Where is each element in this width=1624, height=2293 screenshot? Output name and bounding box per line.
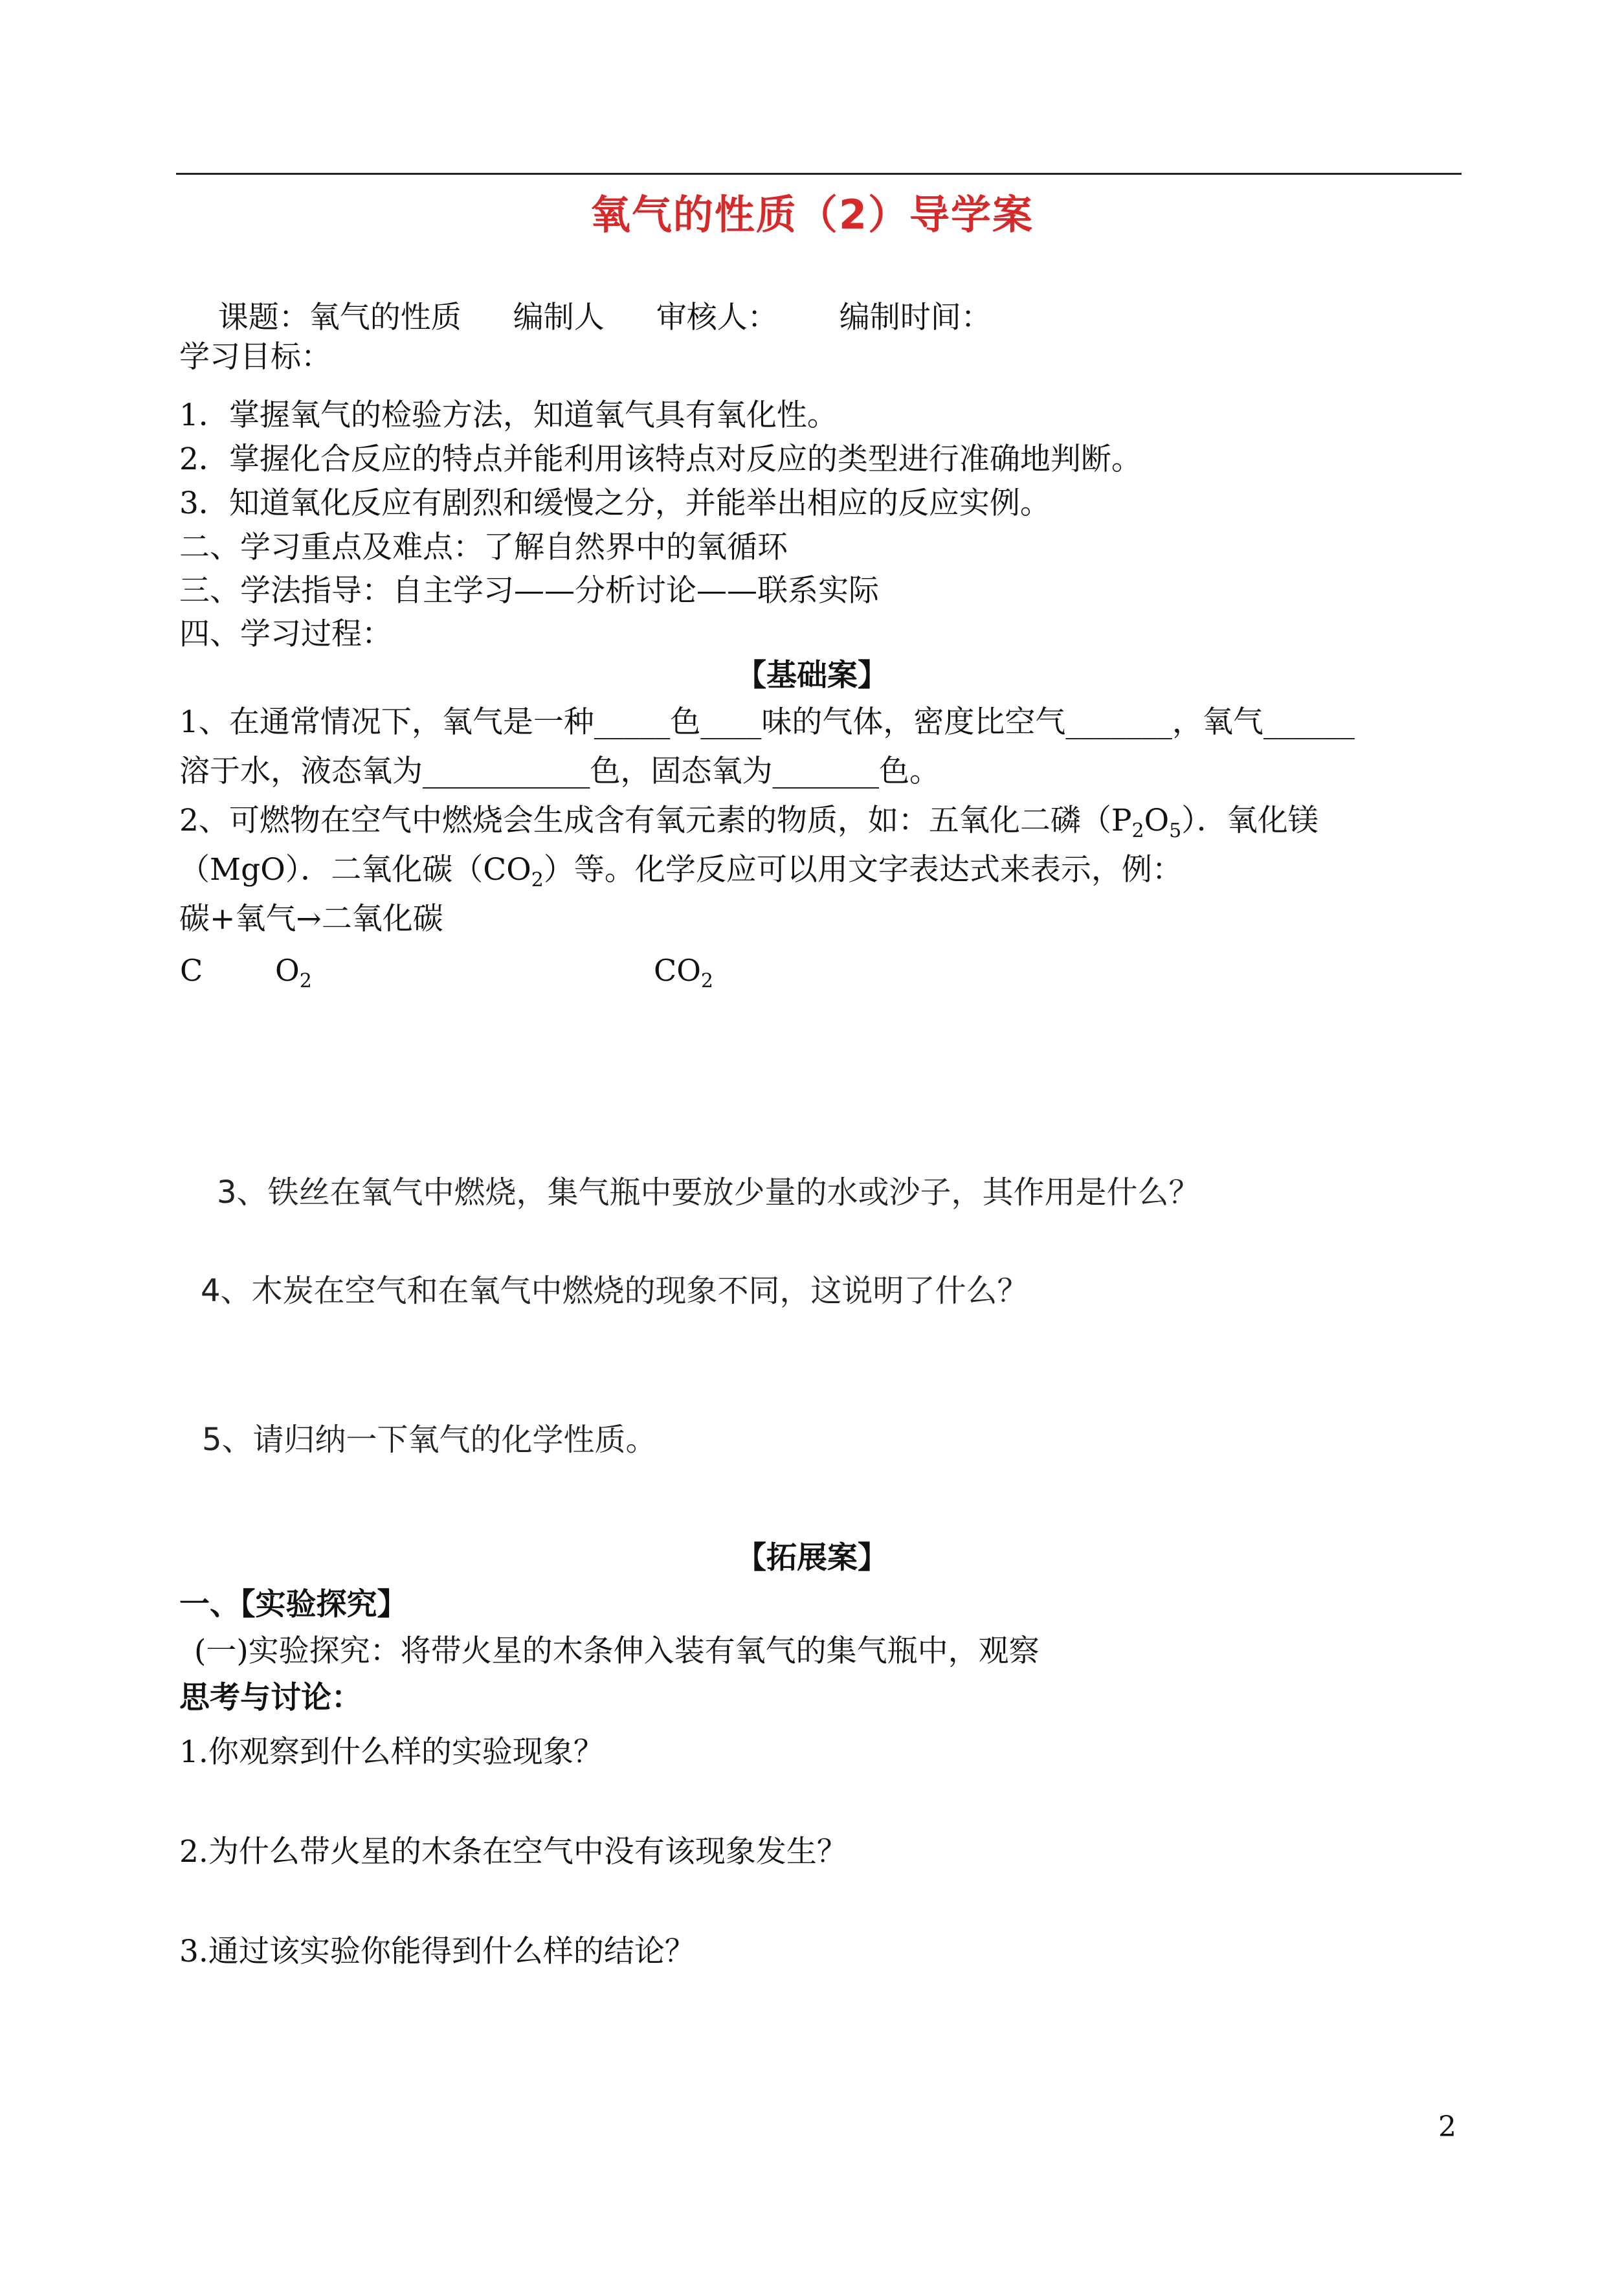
discussion-question-3: 3.通过该实验你能得到什么样的结论？ xyxy=(179,1934,695,1969)
question-5: 5、请归纳一下氧气的化学性质。 xyxy=(202,1422,657,1458)
header-rule xyxy=(176,173,1462,175)
formula-co2 xyxy=(654,953,714,992)
formula-carbon: C xyxy=(180,953,203,988)
p2o5-o: O xyxy=(1144,803,1170,838)
q2-line2-start: （MgO）．二氧化碳（CO xyxy=(179,852,531,888)
meta-topic: 课题：氧气的性质 xyxy=(217,300,462,335)
question-4: 4、木炭在空气和在氧气中燃烧的现象不同，这说明了什么？ xyxy=(201,1273,1029,1309)
goal-item-1: 1．掌握氧气的检验方法，知道氧气具有氧化性。 xyxy=(179,397,838,433)
section-method: 三、学法指导：自主学习——分析讨论——联系实际 xyxy=(179,573,879,609)
page-number: 2 xyxy=(1438,2110,1456,2143)
section-process: 四、学习过程： xyxy=(179,616,392,652)
question-2-line-2 xyxy=(179,852,1183,891)
experiment-section-title: 一、【实验探究】 xyxy=(179,1587,408,1622)
discussion-question-2: 2.为什么带火星的木条在空气中没有该现象发生？ xyxy=(179,1834,847,1870)
basic-heading: 【基础案】 xyxy=(736,658,888,693)
extension-heading: 【拓展案】 xyxy=(736,1540,888,1576)
question-2-line-1 xyxy=(179,805,1318,841)
formula-co-sub: 2 xyxy=(700,970,714,992)
formula-co: CO xyxy=(654,953,701,988)
p2o5-sub-2: 2 xyxy=(1131,820,1144,842)
discussion-heading: 思考与讨论： xyxy=(179,1680,362,1716)
page-title: 氧气的性质（2）导学案 xyxy=(590,191,1034,238)
meta-author: 编制人 xyxy=(513,300,605,335)
meta-reviewer: 审核人： xyxy=(656,300,778,335)
q2-text-start: 2、可燃物在空气中燃烧会生成含有氧元素的物质，如：五氧化二磷（P xyxy=(179,803,1132,838)
discussion-question-1: 1.你观察到什么样的实验现象？ xyxy=(179,1734,604,1770)
goals-heading: 学习目标： xyxy=(179,339,331,375)
section-key-points: 二、学习重点及难点：了解自然界中的氧循环 xyxy=(179,530,788,565)
co2-sub: 2 xyxy=(531,869,544,891)
q2-text-end: ）．氧化镁 xyxy=(1181,803,1318,838)
question-1-line-1: 1、在通常情况下，氧气是一种_____色____味的气体，密度比空气_______，氧气______ xyxy=(179,704,1355,740)
question-3: 3、铁丝在氧气中燃烧，集气瓶中要放少量的水或沙子，其作用是什么？ xyxy=(217,1174,1200,1211)
formula-o-sub: 2 xyxy=(299,970,312,992)
experiment-description: (一)实验探究：将带火星的木条伸入装有氧气的集气瓶中，观察 xyxy=(194,1633,1040,1669)
question-1-line-2: 溶于水，液态氧为___________色，固态氧为_______色。 xyxy=(179,754,940,789)
word-equation: 碳+氧气→二氧化碳 xyxy=(179,901,443,937)
goal-item-2: 2．掌握化合反应的特点并能利用该特点对反应的类型进行准确地判断。 xyxy=(179,442,1142,477)
p2o5-sub-5: 5 xyxy=(1169,820,1182,842)
goal-item-3: 3．知道氧化反应有剧烈和缓慢之分，并能举出相应的反应实例。 xyxy=(179,486,1051,521)
formula-oxygen xyxy=(275,953,312,992)
meta-date: 编制时间： xyxy=(839,300,992,335)
q2-line2-end: ）等。化学反应可以用文字表达式来表示，例： xyxy=(543,852,1183,888)
formula-o: O xyxy=(275,953,300,988)
